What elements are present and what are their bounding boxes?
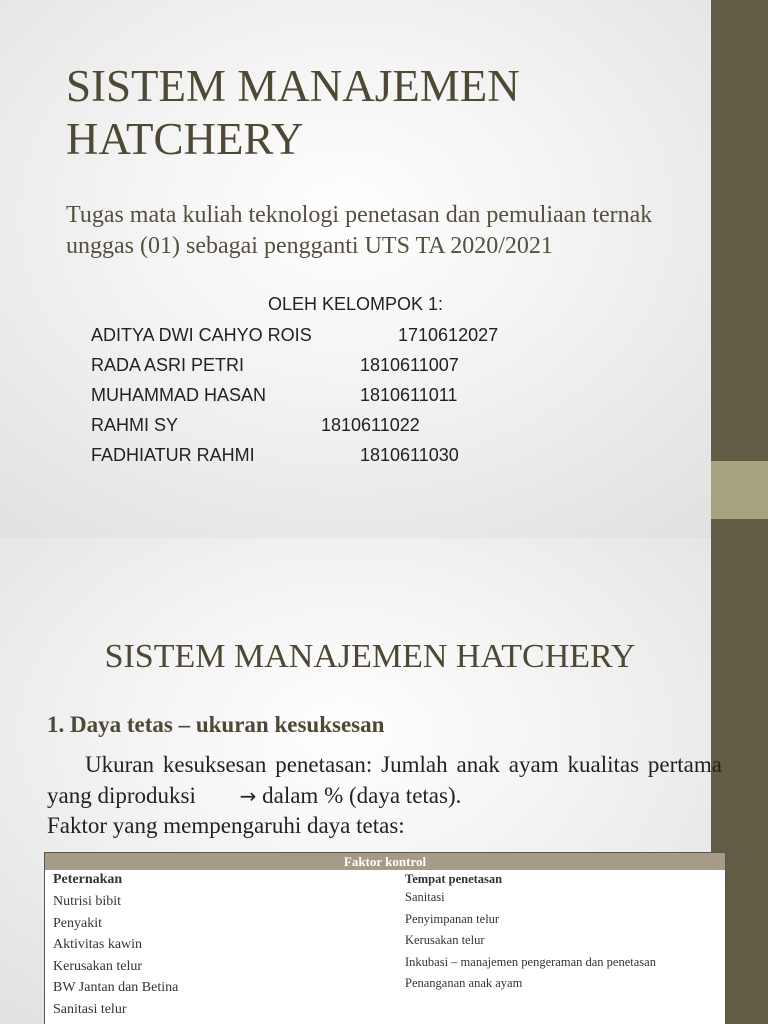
paragraph-text-end: dalam % (daya tetas).: [262, 783, 462, 808]
section-heading: 1. Daya tetas – ukuran kesuksesan: [47, 712, 385, 737]
table-column-peternakan: [53, 872, 383, 1020]
list-item: Kerusakan telur: [53, 958, 143, 974]
factor-table: [44, 852, 726, 1024]
table-header: Faktor kontrol: [45, 853, 725, 870]
list-item: BW Jantan dan Betina: [53, 980, 179, 995]
member-name: RADA ASRI PETRI: [91, 355, 245, 375]
slide-subtitle: Tugas mata kuliah teknologi penetasan dan pemuliaan ternak unggas (01) sebagai pengganti UTS TA 2020/2021: [66, 202, 653, 259]
member-name: FADHIATUR RAHMI: [91, 445, 255, 465]
list-item: Sanitasi telur: [53, 1001, 127, 1017]
list-item: Inkubasi – manajemen pengeraman dan penetasan: [405, 954, 656, 969]
paragraph-text: Ukuran kesuksesan penetasan: Jumlah anak ayam kualitas pertama yang diproduksi: [47, 752, 722, 808]
member-nim: 1810611030: [360, 445, 459, 465]
member-row: [91, 415, 420, 436]
sidebar-bar: [711, 0, 768, 538]
member-name: ADITYA DWI CAHYO ROIS: [91, 325, 312, 345]
list-item: Kerusakan telur: [405, 933, 485, 947]
paragraph: [47, 749, 722, 812]
column-header: Peternakan: [53, 872, 123, 887]
group-label: OLEH KELOMPOK 1:: [268, 294, 444, 314]
slide-2: [0, 538, 768, 1024]
list-item: Penyakit: [53, 915, 102, 931]
column-header: Tempat penetasan: [405, 872, 503, 886]
list-item: Penanganan anak ayam: [405, 976, 523, 990]
member-row: [91, 385, 458, 406]
member-nim: 1810611007: [360, 355, 459, 375]
slide-title: SISTEM MANAJEMEN HATCHERY: [104, 638, 636, 675]
list-item: Aktivitas kawin: [53, 937, 143, 952]
list-item: Penyimpanan telur: [405, 911, 500, 926]
list-item: Nutrisi bibit: [53, 894, 122, 909]
list-item: Sanitasi: [405, 890, 445, 904]
factors-intro: Faktor yang mempengaruhi daya tetas:: [47, 813, 405, 838]
sidebar-accent: [711, 461, 768, 519]
slide-title: SISTEM MANAJEMEN HATCHERY: [66, 61, 520, 164]
member-nim: 1710612027: [398, 325, 499, 345]
member-row: [91, 325, 499, 346]
member-nim: 1810611011: [360, 385, 458, 405]
member-row: [91, 355, 459, 376]
member-name: MUHAMMAD HASAN: [91, 385, 267, 405]
member-nim: 1810611022: [321, 415, 420, 435]
table-column-tempat-penetasan: [405, 872, 705, 998]
member-name: RAHMI SY: [91, 415, 179, 435]
member-row: [91, 445, 459, 466]
arrow-right-icon: →: [239, 784, 257, 808]
